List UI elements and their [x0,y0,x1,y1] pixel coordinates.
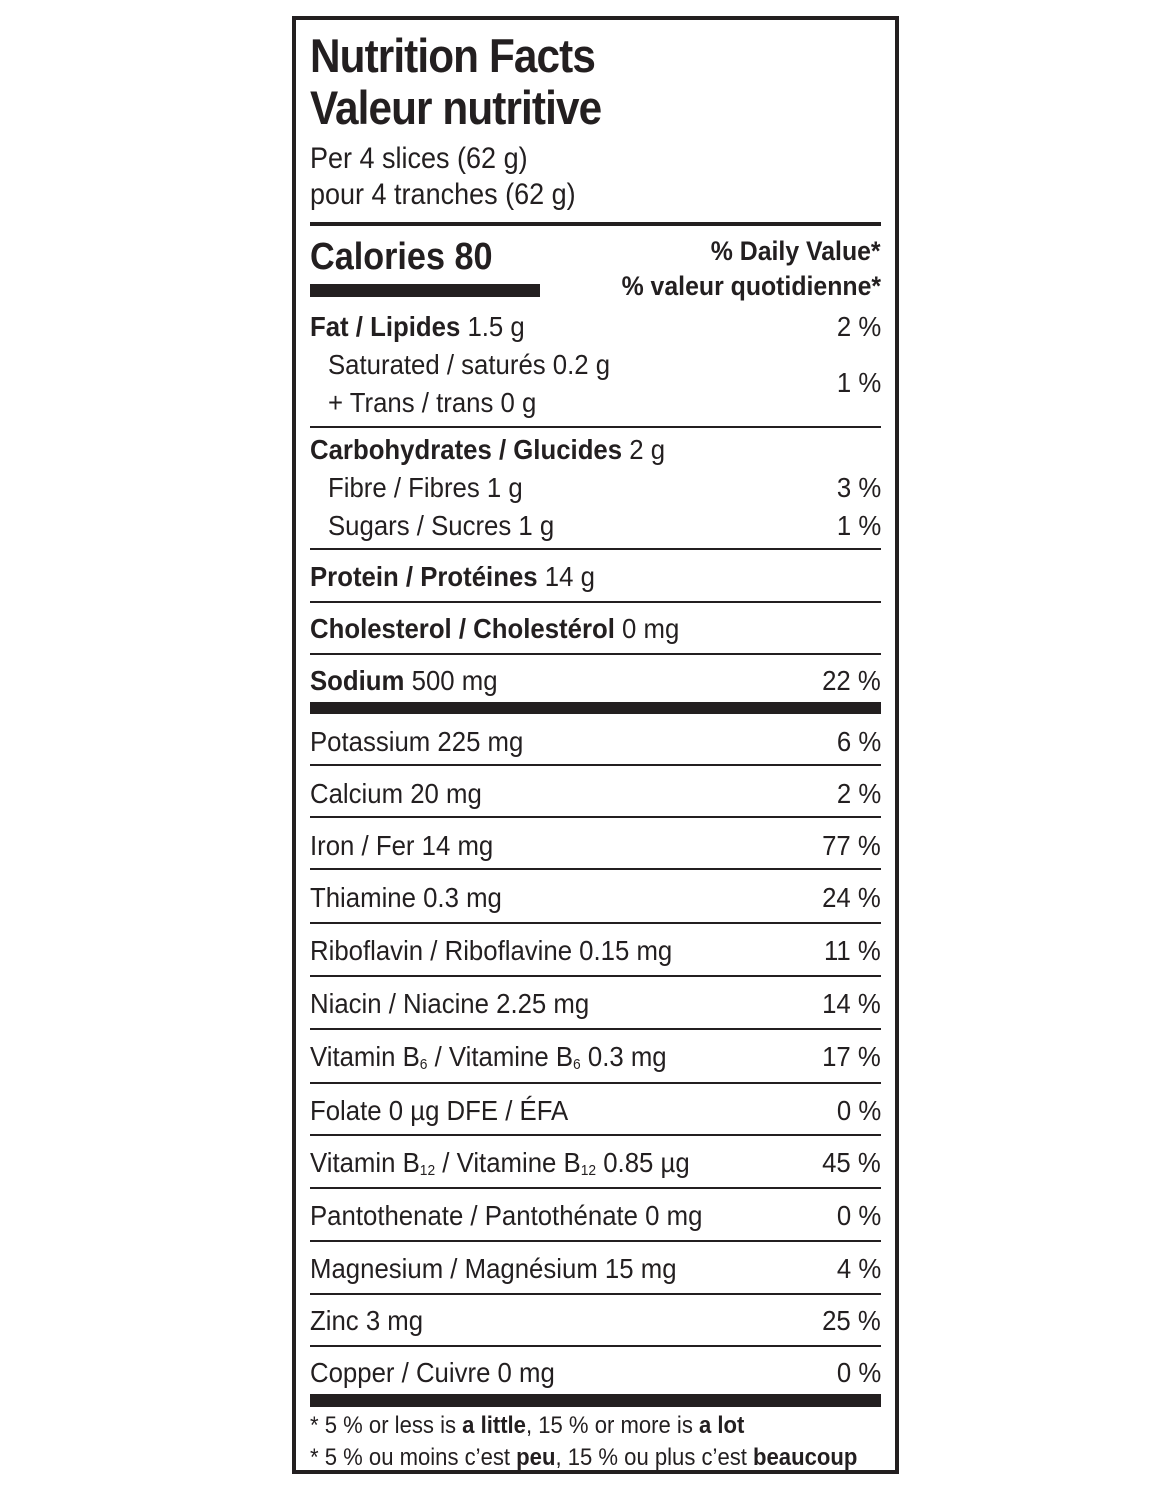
serving-size-english: Per 4 slices (62 g) [310,142,528,175]
divider [310,1345,881,1347]
sugars-row [310,501,881,551]
cholesterol-name: Cholesterol / Cholestérol [310,613,615,644]
calories-value: 80 [454,236,493,278]
vitamin-b6-row [310,1032,881,1082]
niacin-label: Niacin / Niacine 2.25 mg [310,988,590,1019]
pantothenate-row [310,1191,881,1241]
divider [310,601,881,603]
divider [310,1028,881,1030]
magnesium-row [310,1244,881,1294]
sodium-amount: 500 mg [411,665,498,696]
carbs-name: Carbohydrates / Glucides [310,434,623,465]
carbs-amount: 2 g [629,434,666,465]
magnesium-dv: 4 % [836,1253,881,1284]
divider [310,1134,881,1136]
vitamin-b12-row [310,1138,881,1188]
footnote-english: * 5 % or less is a little, 15 % or more is a lot [310,1412,745,1439]
niacin-row [310,979,881,1029]
saturated-name: Saturated / saturés [328,349,546,380]
title-french: Valeur nutritive [310,81,602,134]
calcium-label: Calcium 20 mg [310,778,482,809]
divider [310,868,881,870]
serving-size-french: pour 4 tranches (62 g) [310,178,576,211]
vitamin-b12-dv: 45 % [822,1147,881,1178]
saturated-amount: 0.2 g [552,349,611,380]
divider [310,764,881,766]
protein-amount: 14 g [544,561,595,592]
sugars-name: Sugars / Sucres [328,510,512,541]
fibre-name: Fibre / Fibres [328,472,480,503]
sodium-name: Sodium [310,665,405,696]
sodium-dv: 22 % [822,665,881,696]
title-english: Nutrition Facts [310,29,595,82]
divider [310,653,881,655]
divider [310,1187,881,1189]
riboflavin-dv: 11 % [824,935,881,966]
fibre-dv: 3 % [836,472,881,503]
nutrition-facts-content [310,20,881,1470]
dv-header-french: % valeur quotidienne* [621,271,881,301]
fat-name: Fat / Lipides [310,311,461,342]
divider [310,548,881,550]
thiamine-row [310,873,881,923]
nutrition-facts-panel [292,16,899,1474]
dv-header-english: % Daily Value* [711,236,881,266]
fat-amount: 1.5 g [467,311,525,342]
riboflavin-row [310,926,881,976]
pantothenate-dv: 0 % [836,1200,881,1231]
fibre-amount: 1 g [486,472,523,503]
divider [310,922,881,924]
sat-trans-dv-row [310,358,881,408]
zinc-dv: 25 % [822,1305,881,1336]
sugars-dv: 1 % [836,510,881,541]
calcium-row [310,769,881,819]
fat-dv: 2 % [836,311,881,342]
thiamine-dv: 24 % [822,882,881,913]
copper-row [310,1348,881,1398]
potassium-label: Potassium 225 mg [310,726,524,757]
footnote-french: * 5 % ou moins c’est peu, 15 % ou plus c’est beaucoup [310,1444,858,1471]
thick-divider [310,702,881,714]
divider [310,1082,881,1084]
divider [310,816,881,818]
divider [310,975,881,977]
pantothenate-label: Pantothenate / Pantothénate 0 mg [310,1200,703,1231]
divider [310,1293,881,1295]
zinc-label: Zinc 3 mg [310,1305,424,1336]
vitamin-b6-dv: 17 % [822,1041,881,1072]
trans-amount: 0 g [500,387,537,418]
vitamin-b6-label: Vitamin $B_6$ / Vitamine $B_6$ 0.3 mg [310,1041,667,1073]
calories [310,234,493,280]
cholesterol-row [310,604,881,654]
magnesium-label: Magnesium / Magnésium 15 mg [310,1253,677,1284]
sat-trans-dv: 1 % [836,367,881,398]
thick-divider [310,1394,881,1407]
cholesterol-amount: 0 mg [622,613,680,644]
calories-underline [310,284,540,297]
folate-label: Folate 0 µg DFE / ÉFA [310,1095,569,1126]
iron-dv: 77 % [822,830,881,861]
sugars-amount: 1 g [518,510,555,541]
folate-dv: 0 % [836,1095,881,1126]
iron-row [310,821,881,871]
protein-name: Protein / Protéines [310,561,538,592]
copper-label: Copper / Cuivre 0 mg [310,1357,555,1388]
riboflavin-label: Riboflavin / Riboflavine 0.15 mg [310,935,673,966]
folate-row [310,1086,881,1136]
divider [310,222,881,226]
zinc-row [310,1296,881,1346]
copper-dv: 0 % [836,1357,881,1388]
thiamine-label: Thiamine 0.3 mg [310,882,502,913]
potassium-dv: 6 % [836,726,881,757]
divider [310,1240,881,1242]
trans-name: + Trans / trans [328,387,494,418]
iron-label: Iron / Fer 14 mg [310,830,494,861]
sodium-row [310,656,881,706]
calcium-dv: 2 % [836,778,881,809]
protein-row [310,552,881,602]
niacin-dv: 14 % [822,988,881,1019]
vitamin-b12-label: Vitamin $B_{12}$ / Vitamine $B_{12}$ 0.85 µg [310,1147,690,1179]
calories-label: Calories [310,236,445,278]
potassium-row [310,717,881,767]
